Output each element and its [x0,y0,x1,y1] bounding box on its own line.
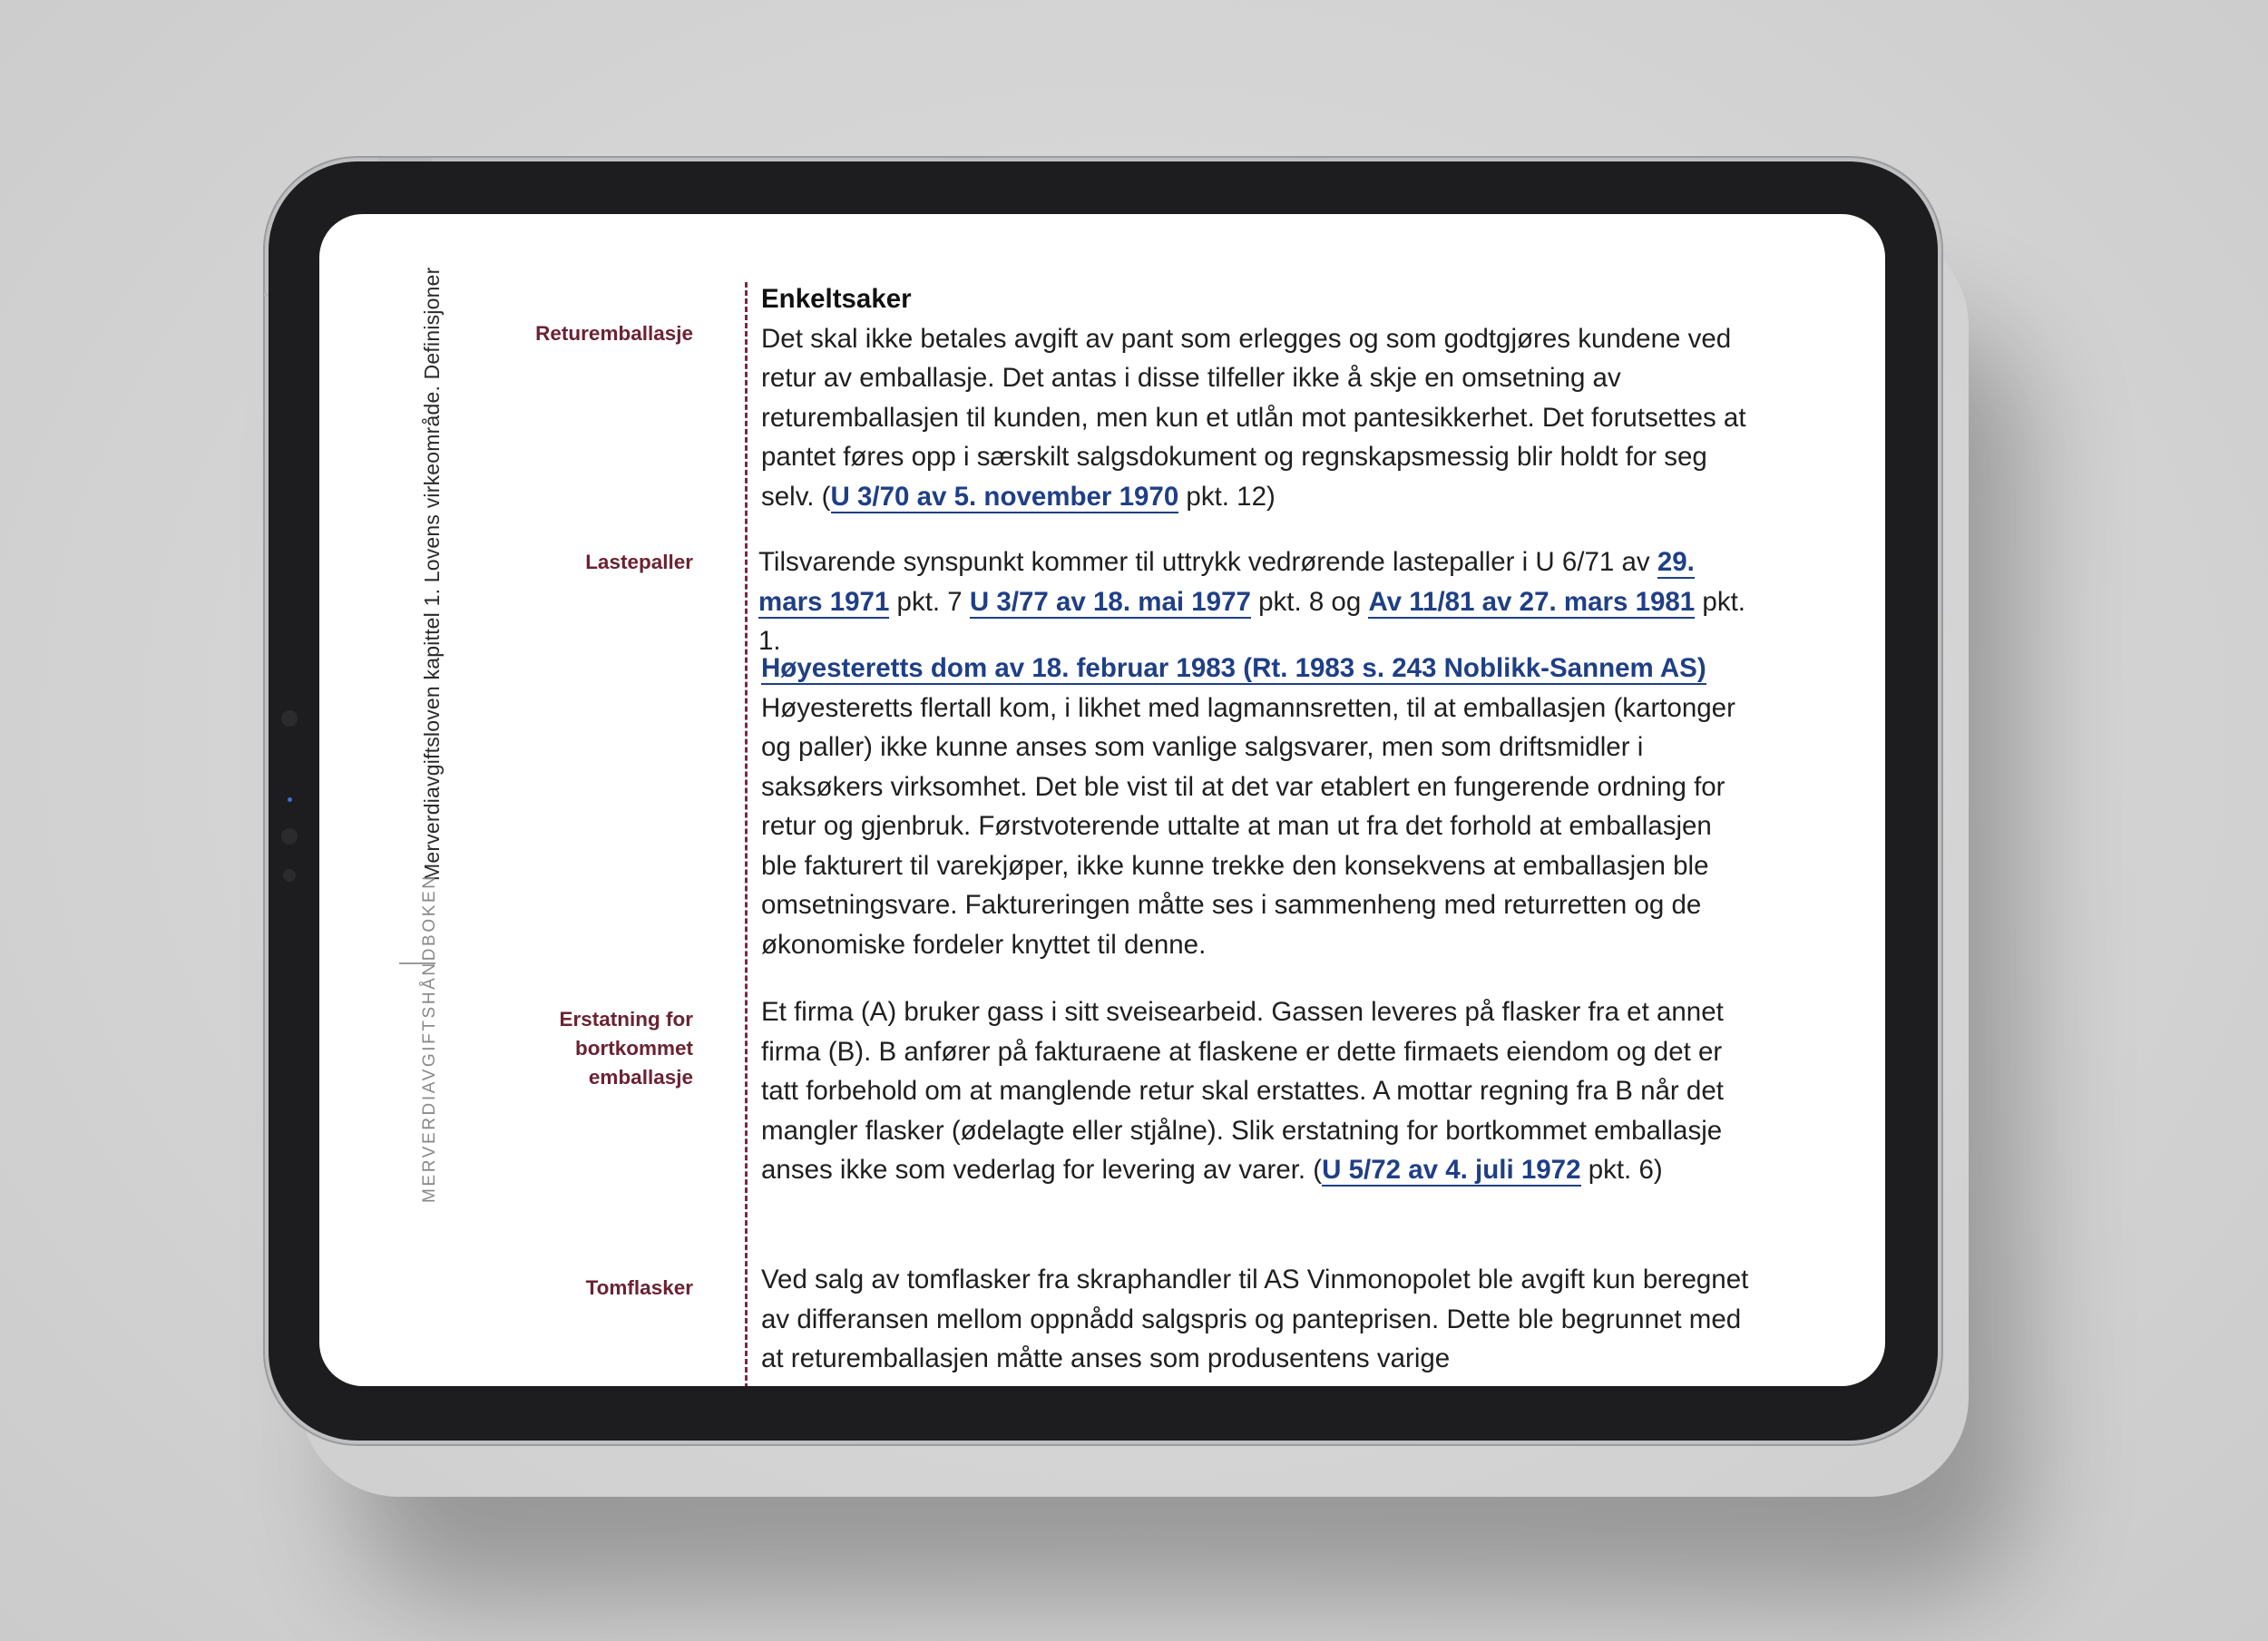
section-hoyesterett [761,649,1750,964]
label-erstatning-line3: emballasje [588,1066,693,1089]
label-erstatning-line2: bortkommet [574,1037,693,1060]
retur-link[interactable]: U 3/70 av 5. november 1970 [830,481,1179,512]
laste-mid-1: pkt. 7 [889,586,970,617]
section-lastepaller [758,542,1747,661]
retur-after: pkt. 12) [1178,481,1276,512]
label-tomflasker: Tomflasker [585,1276,693,1299]
section-tomflasker [761,1260,1750,1379]
laste-after: pkt. 1. [758,586,1745,656]
laste-link-2[interactable]: U 3/77 av 18. mai 1977 [969,586,1251,617]
chapter-title[interactable]: Merverdiavgiftsloven kapittel 1. Lovens virkeområde. Definisjoner [420,267,444,881]
hoyesterett-text: Høyesteretts flertall kom, i likhet med lagmannsretten, til at emballasjen (kartonger og paller) ikke kunne anses som vanlige salgsvarer, men som driftsmidler i saksøkers virksomhet. Det ble vist til at det var etablert en fungerende ordning for retur og gjenbruk. Førstvoterende uttalte at man ut fra det forhold at emballasjen ble fakturert til varekjøper, ikke kunne trekke den konsekvens at emballasjen ble omsetningsvare. Faktureringen måtte ses i sammenheng med returretten og de økonomiske fordeler knyttet til denne. [761,692,1735,960]
label-returemballasje: Returemballasje [535,322,693,345]
retur-text: Det skal ikke betales avgift av pant som erlegges og som godtgjøres kundene ved retur av emballasje. Det antas i disse tilfeller ikke å skje en omsetning av returemballasjen til kunden, men kun et utlån mot pantesikkerhet. Det forutsettes at pantet føres opp i særskilt salgsdokument og regnskapsmessig blir holdt for seg selv. ( [761,323,1746,512]
tablet-device [269,161,1938,1441]
laste-link-3[interactable]: Av 11/81 av 27. mars 1981 [1368,586,1696,617]
tom-text: Ved salg av tomflasker fra skraphandler til AS Vinmonopolet ble avgift kun beregnet av differansen mellom oppnådd salgspris og panteprisen. Dette ble begrunnet med at returemballasjen måtte anses som produsentens varige [761,1265,1749,1373]
label-erstatning [559,1005,693,1092]
label-lastepaller: Lastepaller [585,551,693,573]
hoyesterett-link[interactable]: Høyesteretts dom av 18. februar 1983 (Rt. 1983 s. 243 Noblikk-Sannem AS) [761,653,1706,683]
screen [319,214,1885,1386]
section-returemballasje [761,279,1750,516]
volume-button [264,293,269,297]
section-erstatning [761,992,1750,1190]
erstatning-link[interactable]: U 5/72 av 4. juli 1972 [1322,1155,1581,1185]
book-title[interactable]: MERVERDIAVGIFTSHÅNDBOKEN [420,874,439,1203]
sensor-icon [283,869,296,882]
erstatning-text: Et firma (A) bruker gass i sitt sveisearbeid. Gassen leveres på flasker fra et annet firma (B). B anfører på fakturaene at flaskene er dette firmaets eiendom og det er tatt forbehold om at manglende retur skal erstattes. A mottar regning fra B når det mangler flasker (ødelagte eller stjålne). Slik erstatning for bortkommet emballasje anses ikke som vederlag for levering av varer. ( [761,997,1724,1185]
camera-indicator-icon [288,797,292,802]
top-button [377,158,432,161]
laste-link-1[interactable]: 29. mars 1971 [758,547,1695,617]
label-erstatning-line1: Erstatning for [559,1008,693,1031]
camera-icon [281,710,298,727]
margin-rule [745,282,748,1386]
section-heading: Enkeltsaker [761,284,912,314]
sensor-icon [281,828,298,845]
laste-text: Tilsvarende synspunkt kommer til uttrykk vedrørende lastepaller i U 6/71 av [758,547,1657,577]
erstatning-after: pkt. 6) [1580,1155,1663,1185]
laste-mid-2: pkt. 8 og [1250,586,1369,617]
